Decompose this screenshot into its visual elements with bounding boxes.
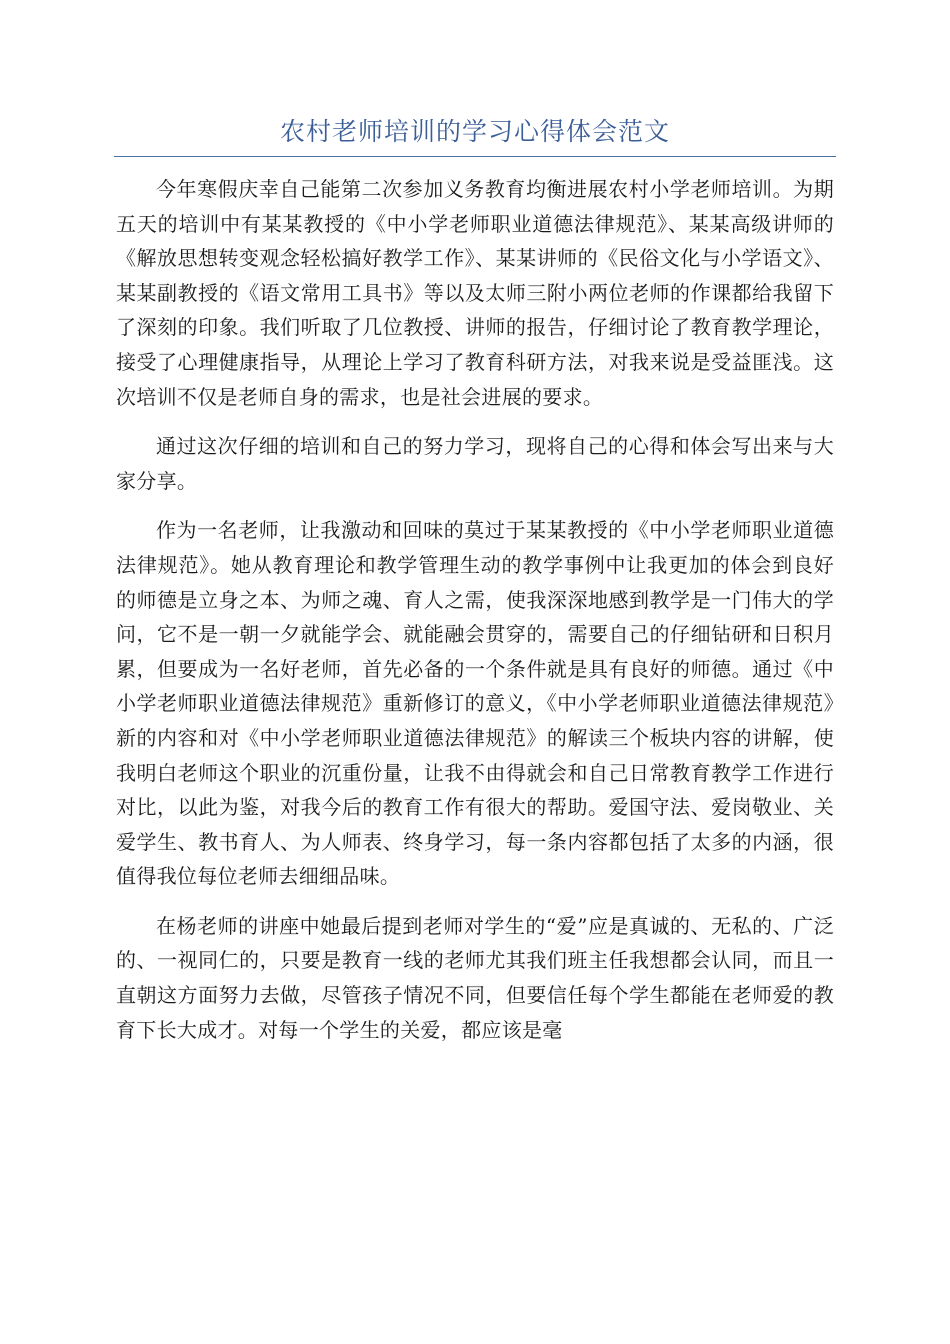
document-title: 农村老师培训的学习心得体会范文 [279, 117, 670, 146]
title-block [114, 112, 836, 157]
paragraph-2: 通过这次仔细的培训和自己的努力学习，现将自己的心得和体会写出来与大家分享。 [116, 434, 834, 493]
paragraph-3: 作为一名老师，让我激动和回味的莫过于某某教授的《中小学老师职业道德法律规范》。她从教育理论和教学管理生动的教学事例中让我更加的体会到良好的师德是立身之本、为师之魂、育人之需，使我深深地感到教学是一门伟大的学问，它不是一朝一夕就能学会、就能融会贯穿的，需要自己的仔细钻研和日积月累，但要成为一名好老师，首先必备的一个条件就是具有良好的师德。通过《中小学老师职业道德法律规范》重新修订的意义，《中小学老师职业道德法律规范》新的内容和对《中小学老师职业道德法律规范》的解读三个板块内容的讲解，使我明白老师这个职业的沉重份量，让我不由得就会和自己日常教育教学工作进行对比，以此为鉴，对我今后的教育工作有很大的帮助。爱国守法、爱岗敬业、关爱学生、教书育人、为人师表、终身学习，每一条内容都包括了太多的内涵，很值得我位每位老师去细细品味。 [116, 518, 834, 889]
paragraph-4: 在杨老师的讲座中她最后提到老师对学生的“爱”应是真诚的、无私的、广泛的、一视同仁的，只要是教育一线的老师尤其我们班主任我想都会认同，而且一直朝这方面努力去做，尽管孩子情况不同，但要信任每个学生都能在老师爱的教育下长大成才。对每一个学生的关爱，都应该是毫 [116, 913, 834, 1042]
paragraph-1: 今年寒假庆幸自己能第二次参加义务教育均衡进展农村小学老师培训。为期五天的培训中有某某教授的《中小学老师职业道德法律规范》、某某高级讲师的《解放思想转变观念轻松搞好教学工作》、某某讲师的《民俗文化与小学语文》、某某副教授的《语文常用工具书》等以及太师三附小两位老师的作课都给我留下了深刻的印象。我们听取了几位教授、讲师的报告，仔细讨论了教育教学理论，接受了心理健康指导，从理论上学习了教育科研方法，对我来说是受益匪浅。这次培训不仅是老师自身的需求，也是社会进展的要求。 [116, 177, 834, 409]
document-body [116, 172, 834, 1062]
